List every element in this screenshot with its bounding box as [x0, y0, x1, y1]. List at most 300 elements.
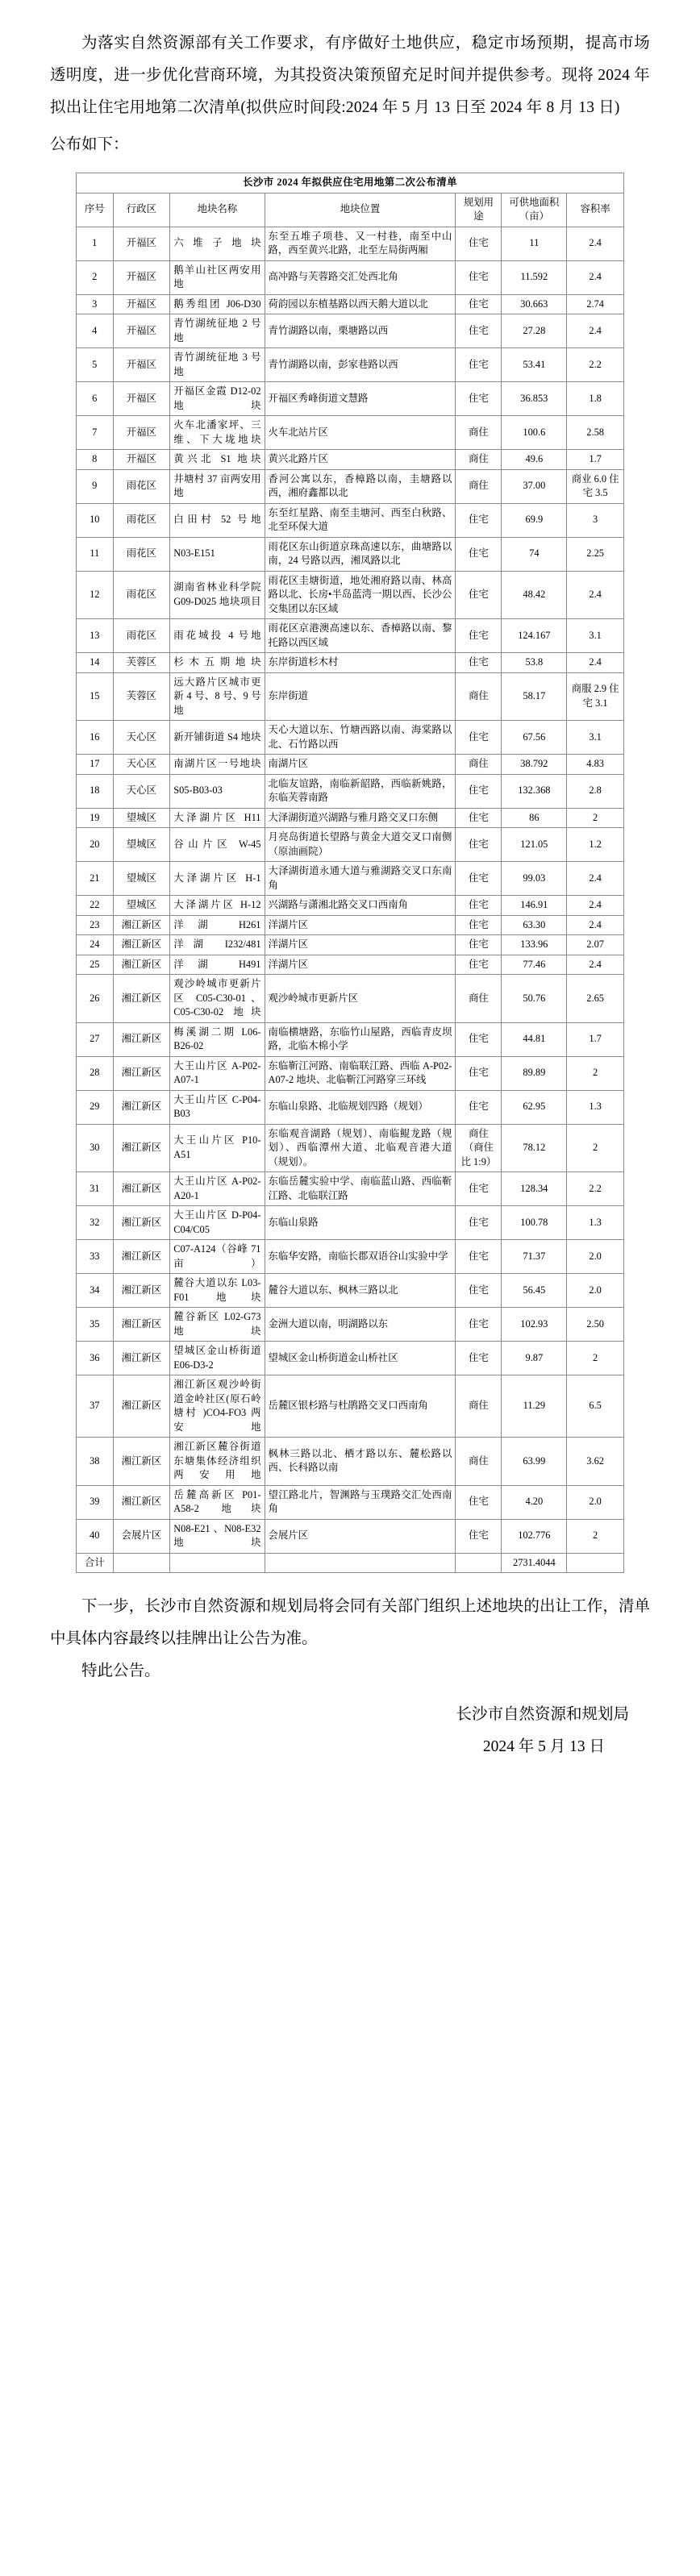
row-parcel-name: 观沙岭城市更新片区 C05-C30-01、C05-C30-02 地块: [170, 975, 265, 1023]
row-planned-use: 住宅: [456, 935, 502, 955]
row-far: 2.4: [567, 862, 624, 896]
row-parcel-name: 望城区金山桥街道 E06-D3-2: [170, 1342, 265, 1375]
row-parcel-name: S05-B03-03: [170, 774, 265, 808]
row-district: 开福区: [113, 382, 170, 416]
row-parcel-location: 观沙岭城市更新片区: [265, 975, 456, 1023]
row-parcel-name: 鹅羊山社区两安用地: [170, 260, 265, 294]
row-parcel-location: 金洲大道以南，明湖路以东: [265, 1308, 456, 1342]
row-available-area: 11.29: [502, 1375, 567, 1438]
table-row: [77, 828, 624, 862]
row-parcel-location: 东临山泉路、北临规划四路（规划）: [265, 1090, 456, 1124]
row-parcel-location: 雨花区圭塘街道，地处湘府路以南、林高路以北、长房•半岛蓝湾一期以西、长沙公交集团以东区域: [265, 571, 456, 619]
row-planned-use: 住宅: [456, 1519, 502, 1553]
row-planned-use: 住宅: [456, 1274, 502, 1308]
row-far: 2.4: [567, 955, 624, 975]
row-available-area: 63.30: [502, 915, 567, 935]
row-parcel-name: C07-A124（谷峰 71 亩）: [170, 1240, 265, 1274]
row-available-area: 53.8: [502, 653, 567, 673]
table-row: [77, 260, 624, 294]
row-planned-use: 住宅: [456, 862, 502, 896]
table-row: [77, 1342, 624, 1375]
row-available-area: 128.34: [502, 1172, 567, 1206]
row-available-area: 89.89: [502, 1056, 567, 1090]
table-row: [77, 1090, 624, 1124]
row-parcel-location: 开福区秀峰街道文慧路: [265, 382, 456, 416]
row-parcel-name: 杉木五期地块: [170, 653, 265, 673]
row-far: 3: [567, 503, 624, 537]
row-available-area: 146.91: [502, 896, 567, 916]
row-far: 2.07: [567, 935, 624, 955]
row-parcel-name: 大泽湖片区 H11: [170, 808, 265, 828]
row-index: 13: [77, 619, 114, 653]
row-parcel-name: 大王山片区 P10-A51: [170, 1124, 265, 1172]
table-header-row: [77, 193, 624, 227]
row-planned-use: 住宅: [456, 537, 502, 571]
row-parcel-name: 湘江新区观沙岭街道金岭社区(原石岭塘村 )CO4-FO3 两安地: [170, 1375, 265, 1438]
closing-paragraph: 下一步，长沙市自然资源和规划局将会同有关部门组织上述地块的出让工作，清单中具体内容最终以挂牌出让公告为准。: [50, 1598, 650, 1647]
row-available-area: 67.56: [502, 721, 567, 755]
row-parcel-location: 香河公寓以东，香樟路以南，圭塘路以西，湘府鑫都以北: [265, 469, 456, 503]
row-parcel-name: 洋湖 H491: [170, 955, 265, 975]
row-index: 16: [77, 721, 114, 755]
total-use-blank: [456, 1553, 502, 1573]
total-area: 2731.4044: [502, 1553, 567, 1573]
row-planned-use: 住宅: [456, 294, 502, 314]
row-parcel-name: 大泽湖片区 H-1: [170, 862, 265, 896]
row-index: 12: [77, 571, 114, 619]
land-supply-table: [76, 173, 624, 1573]
row-index: 29: [77, 1090, 114, 1124]
row-parcel-location: 雨花区京港澳高速以东、香樟路以南、黎托路以西区域: [265, 619, 456, 653]
row-parcel-location: 青竹湖路以南，栗塘路以西: [265, 314, 456, 348]
row-district: 望城区: [113, 896, 170, 916]
row-parcel-name: 黄兴北 S1 地块: [170, 450, 265, 470]
row-parcel-name: 大王山片区 A-P02-A07-1: [170, 1056, 265, 1090]
table-row: [77, 755, 624, 775]
row-available-area: 124.167: [502, 619, 567, 653]
row-parcel-location: 岳麓区银杉路与杜鹃路交叉口西南角: [265, 1375, 456, 1438]
row-index: 21: [77, 862, 114, 896]
row-index: 6: [77, 382, 114, 416]
row-available-area: 102.93: [502, 1308, 567, 1342]
row-district: 雨花区: [113, 469, 170, 503]
row-available-area: 58.17: [502, 672, 567, 721]
row-available-area: 30.663: [502, 294, 567, 314]
row-district: 雨花区: [113, 619, 170, 653]
row-district: 湘江新区: [113, 1438, 170, 1486]
row-index: 36: [77, 1342, 114, 1375]
row-index: 25: [77, 955, 114, 975]
row-planned-use: 住宅: [456, 348, 502, 382]
table-row: [77, 619, 624, 653]
row-far: 2: [567, 1056, 624, 1090]
row-available-area: 133.96: [502, 935, 567, 955]
row-district: 开福区: [113, 314, 170, 348]
table-row: [77, 975, 624, 1023]
row-parcel-name: 鹅秀组团 J06-D30: [170, 294, 265, 314]
row-parcel-location: 东临岳麓实验中学、南临蓝山路、西临靳江路、北临联江路: [265, 1172, 456, 1206]
row-planned-use: 住宅: [456, 774, 502, 808]
row-index: 23: [77, 915, 114, 935]
table-row: [77, 348, 624, 382]
table-row: [77, 294, 624, 314]
row-parcel-location: 天心大道以东、竹塘西路以南、海棠路以北、石竹路以西: [265, 721, 456, 755]
table-row: [77, 503, 624, 537]
row-index: 31: [77, 1172, 114, 1206]
table-row: [77, 1240, 624, 1274]
row-index: 18: [77, 774, 114, 808]
row-available-area: 53.41: [502, 348, 567, 382]
header-far: 容积率: [567, 193, 624, 227]
table-row: [77, 469, 624, 503]
row-district: 雨花区: [113, 537, 170, 571]
row-parcel-name: 大王山片区 C-P04-B03: [170, 1090, 265, 1124]
row-planned-use: 住宅: [456, 1485, 502, 1519]
total-district-blank: [113, 1553, 170, 1573]
row-parcel-name: 青竹湖统征地 2 号地: [170, 314, 265, 348]
row-parcel-name: 湖南省林业科学院 G09-D025 地块项目: [170, 571, 265, 619]
table-row: [77, 1274, 624, 1308]
table-row: [77, 1056, 624, 1090]
row-index: 32: [77, 1206, 114, 1240]
table-foot: [77, 1553, 624, 1573]
table-row: [77, 1375, 624, 1438]
row-far: 2: [567, 1342, 624, 1375]
row-planned-use: 住宅: [456, 619, 502, 653]
row-index: 4: [77, 314, 114, 348]
table-row: [77, 571, 624, 619]
row-planned-use: 住宅: [456, 1308, 502, 1342]
row-available-area: 71.37: [502, 1240, 567, 1274]
row-planned-use: 住宅: [456, 955, 502, 975]
row-parcel-name: 大王山片区 A-P02-A20-1: [170, 1172, 265, 1206]
signature-organization: 长沙市自然资源和规划局: [456, 1706, 629, 1723]
row-far: 2.50: [567, 1308, 624, 1342]
row-parcel-location: 南湖片区: [265, 755, 456, 775]
row-far: 2.74: [567, 294, 624, 314]
row-district: 湘江新区: [113, 1056, 170, 1090]
row-parcel-location: 兴湖路与潇湘北路交叉口西南角: [265, 896, 456, 916]
row-parcel-name: 开福区金霞 D12-02 地块: [170, 382, 265, 416]
row-available-area: 49.6: [502, 450, 567, 470]
row-parcel-name: 麓谷大道以东 L03-F01 地块: [170, 1274, 265, 1308]
row-planned-use: 住宅: [456, 828, 502, 862]
row-parcel-location: 枫林三路以北、栖才路以东、麓松路以西、长科路以南: [265, 1438, 456, 1486]
row-index: 34: [77, 1274, 114, 1308]
row-far: 2.0: [567, 1240, 624, 1274]
header-index: 序号: [77, 193, 114, 227]
row-district: 湘江新区: [113, 1206, 170, 1240]
row-district: 望城区: [113, 862, 170, 896]
row-available-area: 69.9: [502, 503, 567, 537]
row-parcel-name: 麓谷新区 L02-G73 地块: [170, 1308, 265, 1342]
row-far: 2.8: [567, 774, 624, 808]
row-district: 雨花区: [113, 503, 170, 537]
row-district: 湘江新区: [113, 975, 170, 1023]
row-parcel-location: 东至五堆子项巷、又一村巷，南至中山路，西至黄兴北路，北至左局街两厢: [265, 227, 456, 260]
row-district: 湘江新区: [113, 1375, 170, 1438]
row-parcel-name: 湘江新区麓谷街道东塘集体经济组织两安用地: [170, 1438, 265, 1486]
total-far-blank: [567, 1553, 624, 1573]
row-available-area: 132.368: [502, 774, 567, 808]
row-parcel-location: 大泽湖街道兴湖路与雅月路交叉口东侧: [265, 808, 456, 828]
row-planned-use: 住宅: [456, 571, 502, 619]
row-index: 35: [77, 1308, 114, 1342]
table-row: [77, 955, 624, 975]
row-available-area: 38.792: [502, 755, 567, 775]
row-parcel-location: 高冲路与芙蓉路交汇处西北角: [265, 260, 456, 294]
row-far: 1.7: [567, 450, 624, 470]
table-row: [77, 915, 624, 935]
row-parcel-name: 火车北潘家坪、三维、下大垅地块: [170, 416, 265, 450]
row-parcel-location: 东临山泉路: [265, 1206, 456, 1240]
row-district: 雨花区: [113, 571, 170, 619]
row-district: 天心区: [113, 721, 170, 755]
row-parcel-name: 岳麓高新区 P01-A58-2 地块: [170, 1485, 265, 1519]
row-district: 开福区: [113, 348, 170, 382]
row-index: 19: [77, 808, 114, 828]
row-parcel-location: 望城区金山桥街道金山桥社区: [265, 1342, 456, 1375]
row-planned-use: 住宅: [456, 808, 502, 828]
row-planned-use: 住宅: [456, 314, 502, 348]
row-district: 望城区: [113, 828, 170, 862]
row-planned-use: 住宅: [456, 1240, 502, 1274]
row-parcel-name: N08-E21 、N08-E32 地块: [170, 1519, 265, 1553]
table-row: [77, 416, 624, 450]
row-parcel-location: 东临观音湖路（规划）、南临鲲龙路（规划）、西临潭州大道、北临观音港大道（规划）。: [265, 1124, 456, 1172]
row-district: 望城区: [113, 808, 170, 828]
row-index: 33: [77, 1240, 114, 1274]
row-far: 2.4: [567, 314, 624, 348]
row-district: 开福区: [113, 227, 170, 260]
row-district: 湘江新区: [113, 1172, 170, 1206]
row-index: 28: [77, 1056, 114, 1090]
row-district: 湘江新区: [113, 1485, 170, 1519]
row-far: 3.1: [567, 619, 624, 653]
table-row: [77, 1438, 624, 1486]
row-available-area: 102.776: [502, 1519, 567, 1553]
row-far: 商业 6.0 住宅 3.5: [567, 469, 624, 503]
row-planned-use: 商住: [456, 416, 502, 450]
row-parcel-location: 洋湖片区: [265, 915, 456, 935]
row-far: 2.4: [567, 260, 624, 294]
row-parcel-location: 月亮岛街道长望路与黄金大道交叉口南侧（原油画院）: [265, 828, 456, 862]
row-planned-use: 住宅: [456, 503, 502, 537]
row-far: 2.2: [567, 348, 624, 382]
signature-date: 2024 年 5 月 13 日: [482, 1738, 605, 1755]
row-far: 2.2: [567, 1172, 624, 1206]
row-far: 商服 2.9 住宅 3.1: [567, 672, 624, 721]
row-district: 湘江新区: [113, 1342, 170, 1375]
row-planned-use: 住宅: [456, 1172, 502, 1206]
total-location-blank: [265, 1553, 456, 1573]
total-name-blank: [170, 1553, 265, 1573]
row-index: 14: [77, 653, 114, 673]
row-planned-use: 商住: [456, 975, 502, 1023]
row-index: 27: [77, 1022, 114, 1056]
row-parcel-name: 谷山片区 W-45: [170, 828, 265, 862]
table-row: [77, 653, 624, 673]
row-district: 芙蓉区: [113, 672, 170, 721]
table-row: [77, 227, 624, 260]
row-far: 3.1: [567, 721, 624, 755]
row-parcel-name: 白田村 52 号地: [170, 503, 265, 537]
row-index: 11: [77, 537, 114, 571]
row-planned-use: 住宅: [456, 1056, 502, 1090]
row-district: 湘江新区: [113, 1308, 170, 1342]
row-far: 2.58: [567, 416, 624, 450]
row-far: 2.0: [567, 1274, 624, 1308]
total-label: 合计: [77, 1553, 114, 1573]
row-available-area: 50.76: [502, 975, 567, 1023]
table-row: [77, 1308, 624, 1342]
table-head: [77, 173, 624, 227]
row-parcel-name: N03-E151: [170, 537, 265, 571]
row-far: 3.62: [567, 1438, 624, 1486]
row-far: 1.8: [567, 382, 624, 416]
row-parcel-location: 青竹湖路以南，彭家巷路以西: [265, 348, 456, 382]
row-district: 湘江新区: [113, 955, 170, 975]
row-planned-use: 商住: [456, 672, 502, 721]
table-row: [77, 1206, 624, 1240]
row-parcel-name: 青竹湖统征地 3 号地: [170, 348, 265, 382]
table-title: 长沙市 2024 年拟供应住宅用地第二次公布清单: [77, 173, 624, 194]
header-parcel-name: 地块名称: [170, 193, 265, 227]
row-index: 10: [77, 503, 114, 537]
table-row: [77, 935, 624, 955]
row-available-area: 56.45: [502, 1274, 567, 1308]
row-planned-use: 住宅: [456, 915, 502, 935]
row-index: 15: [77, 672, 114, 721]
row-available-area: 86: [502, 808, 567, 828]
row-district: 湘江新区: [113, 1240, 170, 1274]
row-parcel-name: 南湖片区一号地块: [170, 755, 265, 775]
row-index: 20: [77, 828, 114, 862]
table-row: [77, 1124, 624, 1172]
table-row: [77, 537, 624, 571]
row-far: 2.4: [567, 571, 624, 619]
row-index: 37: [77, 1375, 114, 1438]
row-index: 17: [77, 755, 114, 775]
row-parcel-name: 远大路片区城市更新 4 号、8 号、9 号地: [170, 672, 265, 721]
row-index: 9: [77, 469, 114, 503]
intro-paragraph: 为落实自然资源部有关工作要求，有序做好土地供应，稳定市场预期，提高市场透明度，进一步优化营商环境，为其投资决策预留充足时间并提供参考。现将 2024 年拟出让住宅用地第二次清单(拟供应时间段:2024 年 5 月 13 日至 2024 年 8 月 13 日): [50, 35, 650, 116]
row-far: 6.5: [567, 1375, 624, 1438]
row-far: 2: [567, 808, 624, 828]
row-far: 1.3: [567, 1206, 624, 1240]
row-far: 1.3: [567, 1090, 624, 1124]
row-index: 26: [77, 975, 114, 1023]
row-index: 3: [77, 294, 114, 314]
row-parcel-location: 东临靳江河路、南临联江路、西临 A-P02-A07-2 地块、北临靳江河路穿三环线: [265, 1056, 456, 1090]
row-parcel-location: 荷韵园以东植基路以西天鹅大道以北: [265, 294, 456, 314]
row-planned-use: 住宅: [456, 1206, 502, 1240]
row-planned-use: 商住: [456, 469, 502, 503]
row-district: 会展片区: [113, 1519, 170, 1553]
table-row: [77, 1519, 624, 1553]
row-parcel-location: 东临华安路，南临长郡双语谷山实验中学: [265, 1240, 456, 1274]
row-district: 天心区: [113, 755, 170, 775]
row-available-area: 11.592: [502, 260, 567, 294]
row-parcel-name: 雨花城投 4 号地: [170, 619, 265, 653]
row-available-area: 78.12: [502, 1124, 567, 1172]
row-district: 湘江新区: [113, 1124, 170, 1172]
table-total-row: [77, 1553, 624, 1573]
row-planned-use: 商住: [456, 1375, 502, 1438]
table-row: [77, 808, 624, 828]
row-far: 2.65: [567, 975, 624, 1023]
row-planned-use: 住宅: [456, 260, 502, 294]
row-district: 开福区: [113, 260, 170, 294]
row-index: 38: [77, 1438, 114, 1486]
row-planned-use: 住宅: [456, 1090, 502, 1124]
row-planned-use: 住宅: [456, 896, 502, 916]
row-available-area: 27.28: [502, 314, 567, 348]
row-available-area: 9.87: [502, 1342, 567, 1375]
row-index: 8: [77, 450, 114, 470]
row-planned-use: 商住: [456, 1438, 502, 1486]
row-parcel-name: 大王山片区 D-P04-C04/C05: [170, 1206, 265, 1240]
row-district: 开福区: [113, 416, 170, 450]
row-district: 芙蓉区: [113, 653, 170, 673]
row-parcel-location: 东岸街道: [265, 672, 456, 721]
row-district: 湘江新区: [113, 935, 170, 955]
table-row: [77, 382, 624, 416]
row-district: 天心区: [113, 774, 170, 808]
row-available-area: 48.42: [502, 571, 567, 619]
row-index: 22: [77, 896, 114, 916]
row-planned-use: 住宅: [456, 382, 502, 416]
row-far: 2: [567, 1519, 624, 1553]
row-planned-use: 商住（商住比 1:9）: [456, 1124, 502, 1172]
row-parcel-location: 火车北站片区: [265, 416, 456, 450]
row-available-area: 11: [502, 227, 567, 260]
row-parcel-name: 井塘村 37 亩两安用地: [170, 469, 265, 503]
table-body: [77, 227, 624, 1553]
header-parcel-location: 地块位置: [265, 193, 456, 227]
row-available-area: 100.6: [502, 416, 567, 450]
row-district: 湘江新区: [113, 1090, 170, 1124]
header-district: 行政区: [113, 193, 170, 227]
table-row: [77, 896, 624, 916]
header-available-area: 可供地面积（亩）: [502, 193, 567, 227]
row-planned-use: 商住: [456, 755, 502, 775]
row-parcel-location: 望江路北片，智渊路与玉璞路交汇处西南角: [265, 1485, 456, 1519]
row-available-area: 77.46: [502, 955, 567, 975]
closing-line: 特此公告。: [81, 1663, 160, 1679]
row-parcel-location: 麓谷大道以东、枫林三路以北: [265, 1274, 456, 1308]
row-planned-use: 商住: [456, 450, 502, 470]
row-parcel-name: 洋湖 I232/481: [170, 935, 265, 955]
row-district: 湘江新区: [113, 1274, 170, 1308]
row-district: 开福区: [113, 450, 170, 470]
intro-tail: 公布如下：: [50, 136, 129, 153]
row-far: 1.2: [567, 828, 624, 862]
table-row: [77, 1022, 624, 1056]
row-district: 湘江新区: [113, 915, 170, 935]
row-parcel-location: 洋湖片区: [265, 955, 456, 975]
row-index: 39: [77, 1485, 114, 1519]
row-far: 2.0: [567, 1485, 624, 1519]
row-parcel-name: 梅溪湖二期 L06-B26-02: [170, 1022, 265, 1056]
row-far: 2.4: [567, 653, 624, 673]
row-far: 1.7: [567, 1022, 624, 1056]
row-far: 2.25: [567, 537, 624, 571]
row-available-area: 100.78: [502, 1206, 567, 1240]
row-available-area: 4.20: [502, 1485, 567, 1519]
row-available-area: 36.853: [502, 382, 567, 416]
row-available-area: 62.95: [502, 1090, 567, 1124]
